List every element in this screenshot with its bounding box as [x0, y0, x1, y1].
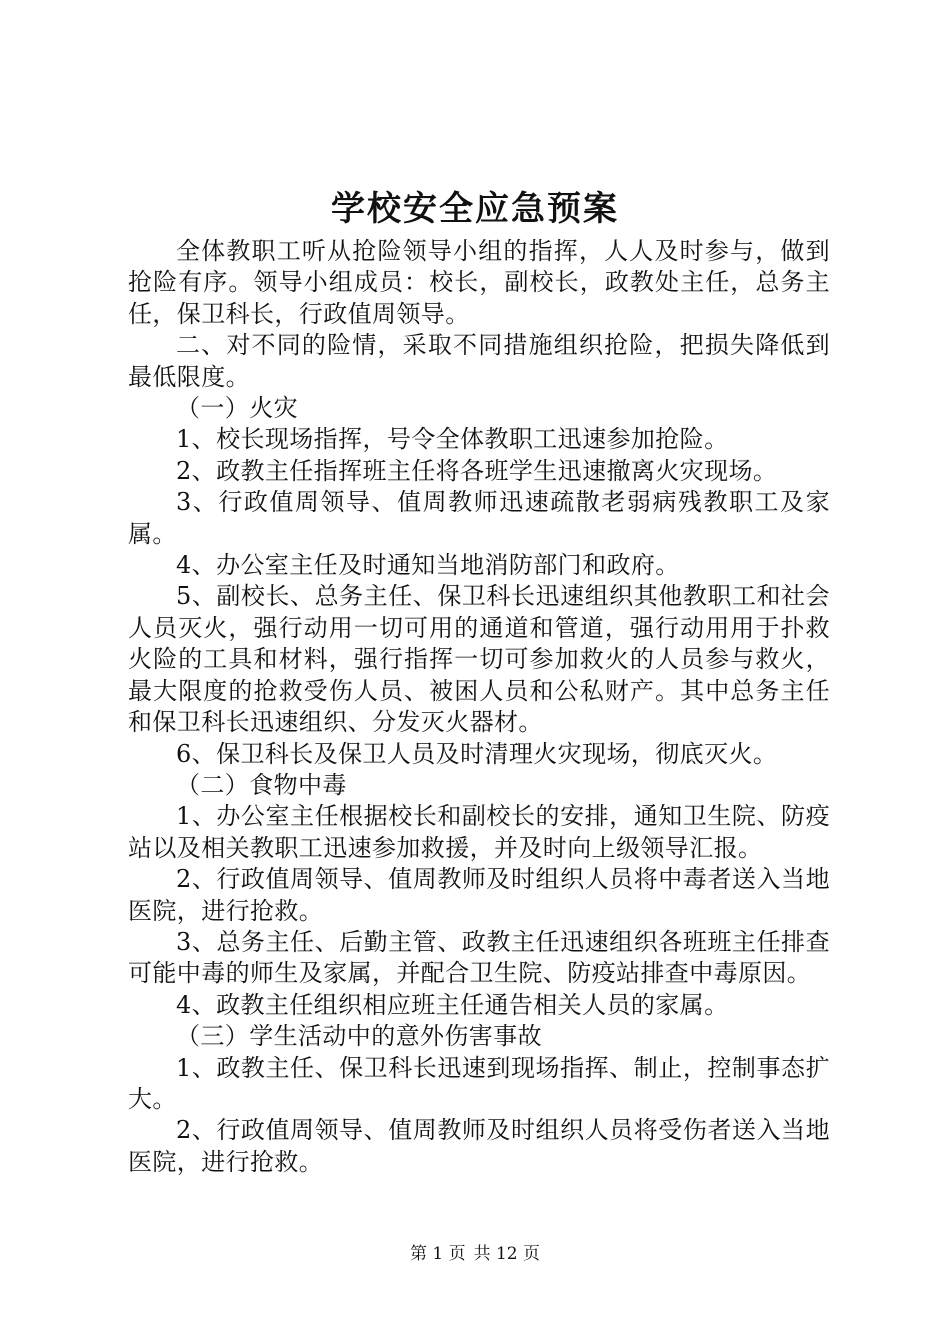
page-total: 共 12 页	[473, 1244, 541, 1264]
section-heading: （二）食物中毒	[176, 770, 347, 799]
section-heading: （三）学生活动中的意外伤害事故	[176, 1022, 542, 1051]
paragraph: 6、保卫科长及保卫人员及时清理火灾现场，彻底灭火。	[176, 739, 778, 768]
page-number: 第 1 页	[409, 1244, 466, 1264]
paragraph: 二、对不同的险情，采取不同措施组织抢险，把损失降低到最低限度。	[128, 331, 830, 391]
paragraph: 1、政教主任、保卫科长迅速到现场指挥、制止，控制事态扩大。	[128, 1053, 830, 1113]
paragraph: 3、行政值周领导、值周教师迅速疏散老弱病残教职工及家属。	[128, 488, 830, 548]
paragraph: 2、政教主任指挥班主任将各班学生迅速撤离火灾现场。	[176, 456, 778, 485]
paragraph: 4、办公室主任及时通知当地消防部门和政府。	[176, 551, 680, 580]
document-body	[128, 236, 830, 1178]
paragraph: 1、校长现场指挥，号令全体教职工迅速参加抢险。	[176, 425, 729, 454]
paragraph: 1、办公室主任根据校长和副校长的安排，通知卫生院、防疫站以及相关教职工迅速参加救援，并及时向上级领导汇报。	[128, 802, 830, 862]
paragraph: 5、副校长、总务主任、保卫科长迅速组织其他教职工和社会人员灭火，强行动用一切可用的通道和管道，强行动用用于扑救火险的工具和材料，强行指挥一切可参加救火的人员参与救火，最大限度的抢救受伤人员、被困人员和公私财产。其中总务主任和保卫科长迅速组织、分发灭火器材。	[128, 582, 830, 737]
paragraph: 3、总务主任、后勤主管、政教主任迅速组织各班班主任排查可能中毒的师生及家属，并配合卫生院、防疫站排查中毒原因。	[128, 927, 830, 988]
page-footer	[0, 1243, 950, 1265]
paragraph: 4、政教主任组织相应班主任通告相关人员的家属。	[176, 990, 729, 1019]
document-title: 学校安全应急预案	[331, 189, 619, 229]
paragraph: 2、行政值周领导、值周教师及时组织人员将受伤者送入当地医院，进行抢救。	[128, 1116, 830, 1176]
section-heading: （一）火灾	[176, 394, 298, 423]
paragraph: 2、行政值周领导、值周教师及时组织人员将中毒者送入当地医院，进行抢救。	[128, 865, 830, 925]
paragraph: 全体教职工听从抢险领导小组的指挥，人人及时参与，做到抢险有序。领导小组成员：校长，副校长，政教处主任，总务主任，保卫科长，行政值周领导。	[128, 237, 830, 328]
